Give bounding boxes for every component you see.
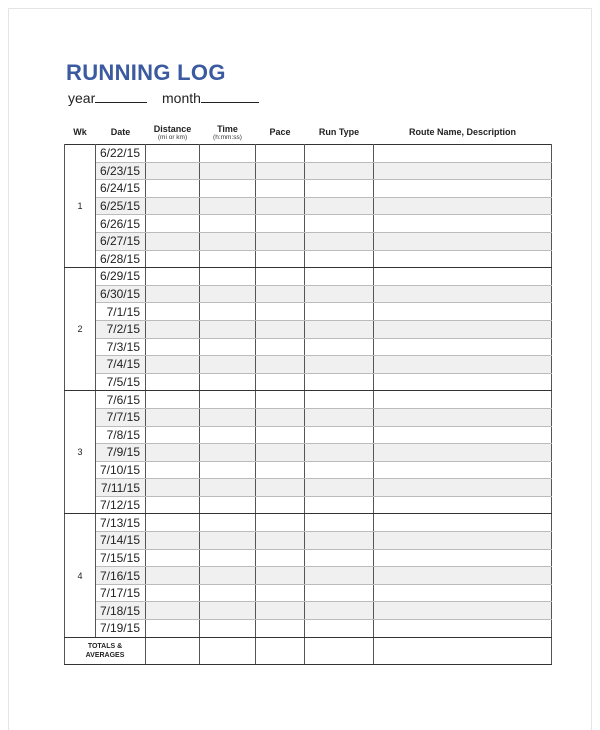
pace-cell[interactable]	[256, 549, 305, 567]
route-cell[interactable]	[374, 391, 552, 409]
table-row	[65, 391, 552, 409]
pace-cell[interactable]	[256, 162, 305, 180]
run-type-cell[interactable]	[305, 549, 374, 567]
date-cell: 7/7/15	[96, 408, 146, 426]
route-cell[interactable]	[374, 602, 552, 620]
route-cell[interactable]	[374, 338, 552, 356]
table-row	[65, 373, 552, 391]
run-type-cell[interactable]	[305, 250, 374, 268]
col-header-time	[200, 120, 256, 145]
time-cell[interactable]	[200, 461, 256, 479]
time-cell[interactable]	[200, 584, 256, 602]
distance-cell[interactable]	[146, 532, 200, 550]
table-row	[65, 338, 552, 356]
time-cell[interactable]	[200, 620, 256, 638]
col-header-time-sub: (h:mm:ss)	[213, 133, 242, 141]
pace-cell[interactable]	[256, 250, 305, 268]
route-cell[interactable]	[374, 514, 552, 532]
time-cell[interactable]	[200, 268, 256, 286]
table-row	[65, 180, 552, 198]
date-cell: 7/14/15	[96, 532, 146, 550]
table-row	[65, 232, 552, 250]
distance-cell[interactable]	[146, 567, 200, 585]
date-cell: 7/13/15	[96, 514, 146, 532]
totals-time-cell[interactable]	[200, 637, 256, 664]
route-cell[interactable]	[374, 320, 552, 338]
time-cell[interactable]	[200, 285, 256, 303]
pace-cell[interactable]	[256, 180, 305, 198]
table-row	[65, 162, 552, 180]
pace-cell[interactable]	[256, 602, 305, 620]
route-cell[interactable]	[374, 356, 552, 374]
table-row	[65, 602, 552, 620]
run-type-cell[interactable]	[305, 373, 374, 391]
week-number: 2	[65, 268, 96, 391]
page-title: RUNNING LOG	[66, 60, 226, 85]
route-cell[interactable]	[374, 426, 552, 444]
distance-cell[interactable]	[146, 215, 200, 233]
time-cell[interactable]	[200, 514, 256, 532]
table-row	[65, 197, 552, 215]
route-cell[interactable]	[374, 268, 552, 286]
distance-cell[interactable]	[146, 303, 200, 321]
run-type-cell[interactable]	[305, 285, 374, 303]
distance-cell[interactable]	[146, 426, 200, 444]
date-cell: 6/28/15	[96, 250, 146, 268]
route-cell[interactable]	[374, 197, 552, 215]
col-header-distance-sub: (mi or km)	[157, 133, 188, 141]
route-cell[interactable]	[374, 479, 552, 497]
run-type-cell[interactable]	[305, 180, 374, 198]
run-type-cell[interactable]	[305, 338, 374, 356]
distance-cell[interactable]	[146, 356, 200, 374]
date-cell: 7/9/15	[96, 444, 146, 462]
pace-cell[interactable]	[256, 215, 305, 233]
year-field[interactable]	[68, 88, 147, 106]
date-cell: 7/1/15	[96, 303, 146, 321]
col-header-distance-label: Distance	[153, 123, 192, 134]
run-type-cell[interactable]	[305, 215, 374, 233]
col-header-time-label: Time	[217, 123, 238, 134]
distance-cell[interactable]	[146, 268, 200, 286]
time-cell[interactable]	[200, 250, 256, 268]
run-type-cell[interactable]	[305, 620, 374, 638]
date-cell: 6/25/15	[96, 197, 146, 215]
pace-cell[interactable]	[256, 620, 305, 638]
time-cell[interactable]	[200, 145, 256, 163]
time-cell[interactable]	[200, 232, 256, 250]
run-type-cell[interactable]	[305, 584, 374, 602]
table-row	[65, 408, 552, 426]
date-cell: 7/10/15	[96, 461, 146, 479]
distance-cell[interactable]	[146, 584, 200, 602]
year-blank[interactable]	[95, 88, 147, 103]
table-row	[65, 285, 552, 303]
table-row	[65, 320, 552, 338]
pace-cell[interactable]	[256, 532, 305, 550]
time-cell[interactable]	[200, 602, 256, 620]
run-type-cell[interactable]	[305, 391, 374, 409]
time-cell[interactable]	[200, 180, 256, 198]
col-header-distance	[146, 120, 200, 145]
month-field[interactable]	[162, 88, 259, 106]
distance-cell[interactable]	[146, 444, 200, 462]
col-header-route: Route Name, Description	[408, 127, 517, 137]
time-cell[interactable]	[200, 496, 256, 514]
time-cell[interactable]	[200, 303, 256, 321]
run-type-cell[interactable]	[305, 320, 374, 338]
table-row	[65, 356, 552, 374]
distance-cell[interactable]	[146, 461, 200, 479]
table-row	[65, 549, 552, 567]
totals-route-cell[interactable]	[374, 637, 552, 664]
col-header-pace: Pace	[269, 127, 291, 137]
date-cell: 7/19/15	[96, 620, 146, 638]
pace-cell[interactable]	[256, 496, 305, 514]
totals-label-line2: AVERAGES	[85, 651, 125, 659]
totals-distance-cell[interactable]	[146, 637, 200, 664]
table-row	[65, 303, 552, 321]
table-row	[65, 145, 552, 163]
run-type-cell[interactable]	[305, 567, 374, 585]
table-row	[65, 250, 552, 268]
date-cell: 7/2/15	[96, 320, 146, 338]
pace-cell[interactable]	[256, 145, 305, 163]
week-number: 4	[65, 514, 96, 637]
distance-cell[interactable]	[146, 602, 200, 620]
run-type-cell[interactable]	[305, 303, 374, 321]
time-cell[interactable]	[200, 197, 256, 215]
running-log-table	[64, 120, 552, 665]
totals-row	[65, 637, 552, 664]
time-cell[interactable]	[200, 408, 256, 426]
table-row	[65, 496, 552, 514]
time-cell[interactable]	[200, 567, 256, 585]
pace-cell[interactable]	[256, 285, 305, 303]
run-type-cell[interactable]	[305, 426, 374, 444]
run-type-cell[interactable]	[305, 145, 374, 163]
totals-pace-cell[interactable]	[256, 637, 305, 664]
route-cell[interactable]	[374, 180, 552, 198]
route-cell[interactable]	[374, 373, 552, 391]
time-cell[interactable]	[200, 479, 256, 497]
distance-cell[interactable]	[146, 620, 200, 638]
route-cell[interactable]	[374, 584, 552, 602]
date-cell: 6/26/15	[96, 215, 146, 233]
time-cell[interactable]	[200, 356, 256, 374]
distance-cell[interactable]	[146, 338, 200, 356]
date-cell: 6/29/15	[96, 268, 146, 286]
totals-label	[65, 637, 146, 664]
distance-cell[interactable]	[146, 250, 200, 268]
pace-cell[interactable]	[256, 303, 305, 321]
date-cell: 6/22/15	[96, 145, 146, 163]
time-cell[interactable]	[200, 162, 256, 180]
date-cell: 7/16/15	[96, 567, 146, 585]
pace-cell[interactable]	[256, 479, 305, 497]
date-cell: 7/12/15	[96, 496, 146, 514]
table-row	[65, 444, 552, 462]
route-cell[interactable]	[374, 250, 552, 268]
pace-cell[interactable]	[256, 356, 305, 374]
pace-cell[interactable]	[256, 514, 305, 532]
distance-cell[interactable]	[146, 232, 200, 250]
run-type-cell[interactable]	[305, 232, 374, 250]
table-row	[65, 532, 552, 550]
table-row	[65, 426, 552, 444]
totals-run-type-cell[interactable]	[305, 637, 374, 664]
distance-cell[interactable]	[146, 180, 200, 198]
distance-cell[interactable]	[146, 373, 200, 391]
route-cell[interactable]	[374, 532, 552, 550]
time-cell[interactable]	[200, 320, 256, 338]
date-cell: 7/4/15	[96, 356, 146, 374]
date-cell: 6/27/15	[96, 232, 146, 250]
table-row	[65, 215, 552, 233]
distance-cell[interactable]	[146, 408, 200, 426]
distance-cell[interactable]	[146, 162, 200, 180]
route-cell[interactable]	[374, 567, 552, 585]
time-cell[interactable]	[200, 338, 256, 356]
log-body	[65, 145, 552, 665]
year-label: year	[68, 90, 96, 106]
col-header-wk: Wk	[73, 127, 87, 137]
pace-cell[interactable]	[256, 584, 305, 602]
distance-cell[interactable]	[146, 320, 200, 338]
route-cell[interactable]	[374, 461, 552, 479]
run-type-cell[interactable]	[305, 356, 374, 374]
time-cell[interactable]	[200, 215, 256, 233]
time-cell[interactable]	[200, 373, 256, 391]
pace-cell[interactable]	[256, 268, 305, 286]
route-cell[interactable]	[374, 303, 552, 321]
table-row	[65, 479, 552, 497]
pace-cell[interactable]	[256, 408, 305, 426]
pace-cell[interactable]	[256, 320, 305, 338]
date-cell: 7/15/15	[96, 549, 146, 567]
run-type-cell[interactable]	[305, 602, 374, 620]
route-cell[interactable]	[374, 285, 552, 303]
date-cell: 7/3/15	[96, 338, 146, 356]
table-row	[65, 620, 552, 638]
pace-cell[interactable]	[256, 426, 305, 444]
pace-cell[interactable]	[256, 232, 305, 250]
date-cell: 6/23/15	[96, 162, 146, 180]
month-label: month	[162, 90, 201, 106]
route-cell[interactable]	[374, 232, 552, 250]
month-blank[interactable]	[201, 88, 259, 103]
header-row	[65, 120, 552, 145]
distance-cell[interactable]	[146, 145, 200, 163]
totals-label-line1: TOTALS &	[87, 642, 123, 650]
distance-cell[interactable]	[146, 496, 200, 514]
distance-cell[interactable]	[146, 391, 200, 409]
run-type-cell[interactable]	[305, 479, 374, 497]
route-cell[interactable]	[374, 620, 552, 638]
date-cell: 6/30/15	[96, 285, 146, 303]
date-cell: 7/18/15	[96, 602, 146, 620]
col-header-run-type: Run Type	[318, 127, 360, 137]
table-row	[65, 461, 552, 479]
table-row	[65, 514, 552, 532]
run-type-cell[interactable]	[305, 444, 374, 462]
run-type-cell[interactable]	[305, 197, 374, 215]
pace-cell[interactable]	[256, 567, 305, 585]
route-cell[interactable]	[374, 215, 552, 233]
pace-cell[interactable]	[256, 391, 305, 409]
route-cell[interactable]	[374, 162, 552, 180]
route-cell[interactable]	[374, 549, 552, 567]
run-type-cell[interactable]	[305, 496, 374, 514]
time-cell[interactable]	[200, 426, 256, 444]
run-type-cell[interactable]	[305, 461, 374, 479]
time-cell[interactable]	[200, 391, 256, 409]
distance-cell[interactable]	[146, 197, 200, 215]
week-number: 3	[65, 391, 96, 514]
time-cell[interactable]	[200, 549, 256, 567]
route-cell[interactable]	[374, 145, 552, 163]
date-cell: 6/24/15	[96, 180, 146, 198]
table-row	[65, 567, 552, 585]
route-cell[interactable]	[374, 496, 552, 514]
pace-cell[interactable]	[256, 461, 305, 479]
route-cell[interactable]	[374, 444, 552, 462]
table-row	[65, 584, 552, 602]
distance-cell[interactable]	[146, 549, 200, 567]
run-type-cell[interactable]	[305, 514, 374, 532]
pace-cell[interactable]	[256, 373, 305, 391]
week-number: 1	[65, 145, 96, 268]
pace-cell[interactable]	[256, 338, 305, 356]
distance-cell[interactable]	[146, 514, 200, 532]
date-cell: 7/8/15	[96, 426, 146, 444]
date-cell: 7/6/15	[96, 391, 146, 409]
distance-cell[interactable]	[146, 479, 200, 497]
run-type-cell[interactable]	[305, 408, 374, 426]
run-type-cell[interactable]	[305, 532, 374, 550]
distance-cell[interactable]	[146, 285, 200, 303]
time-cell[interactable]	[200, 444, 256, 462]
date-cell: 7/17/15	[96, 584, 146, 602]
route-cell[interactable]	[374, 408, 552, 426]
col-header-date: Date	[110, 127, 131, 137]
pace-cell[interactable]	[256, 444, 305, 462]
run-type-cell[interactable]	[305, 162, 374, 180]
date-cell: 7/5/15	[96, 373, 146, 391]
run-type-cell[interactable]	[305, 268, 374, 286]
table-row	[65, 268, 552, 286]
pace-cell[interactable]	[256, 197, 305, 215]
date-cell: 7/11/15	[96, 479, 146, 497]
time-cell[interactable]	[200, 532, 256, 550]
